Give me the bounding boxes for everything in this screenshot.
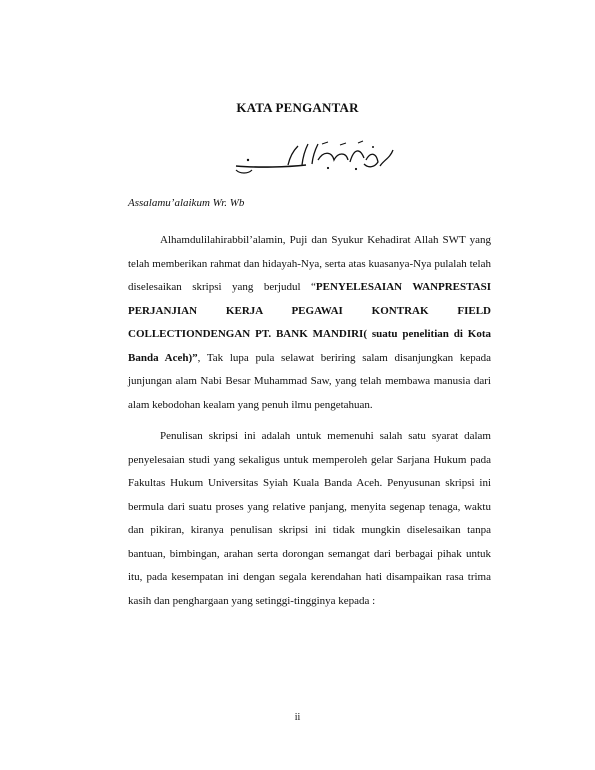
paragraph-2: Penulisan skripsi ini adalah untuk memenuhi salah satu syarat dalam penyelesaian studi yang sekaligus untuk memperoleh gelar Sarjana Hukum pada Fakultas Hukum Universitas Syiah Kuala Banda Aceh. Penyusunan skripsi ini bermula dari suatu proses yang relative panjang, menyita segenap tenaga, waktu dan pikiran, kiranya penulisan skripsi ini tidak mungkin diselesaikan tanpa bantuan, bimbingan, arahan serta dorongan semangat dari berbagai pihak untuk itu, pada kesempatan ini dengan segala kerendahan hati disampaikan rasa trima kasih dan penghargaan yang setinggi-tingginya kepada : bbox=[128, 430, 491, 607]
basmala-calligraphy bbox=[228, 138, 398, 178]
paragraph-1-part1: Alhamdulilahirabbil’alamin, Puji dan Syukur Kehadirat Allah SWT yang telah memberikan rahmat dan hidayah-Nya, serta atas kuasanya-Nya pulalah telah diselesaikan skripsi yang berjudul “ bbox=[128, 234, 491, 293]
paragraph-1-part2: , Tak lupa pula selawat beriring salam disanjungkan kepada junjungan alam Nabi Besar Muhammad Saw, yang telah membawa manusia dari alam kebodohan kealam yang penuh ilmu pengetahuan. bbox=[128, 351, 491, 411]
paragraph-1 bbox=[128, 229, 491, 417]
page-number: ii bbox=[294, 712, 301, 723]
greeting-text: Assalamu’alaikum Wr. Wb bbox=[128, 197, 245, 209]
page-title: KATA PENGANTAR bbox=[236, 100, 359, 115]
thesis-title: PENYELESAIAN WANPRESTASI PERJANJIAN KERJA PEGAWAI KONTRAK FIELD COLLECTIONDENGAN PT. BANK MANDIRI( suatu penelitian di Kota Banda Aceh)” bbox=[128, 281, 491, 364]
